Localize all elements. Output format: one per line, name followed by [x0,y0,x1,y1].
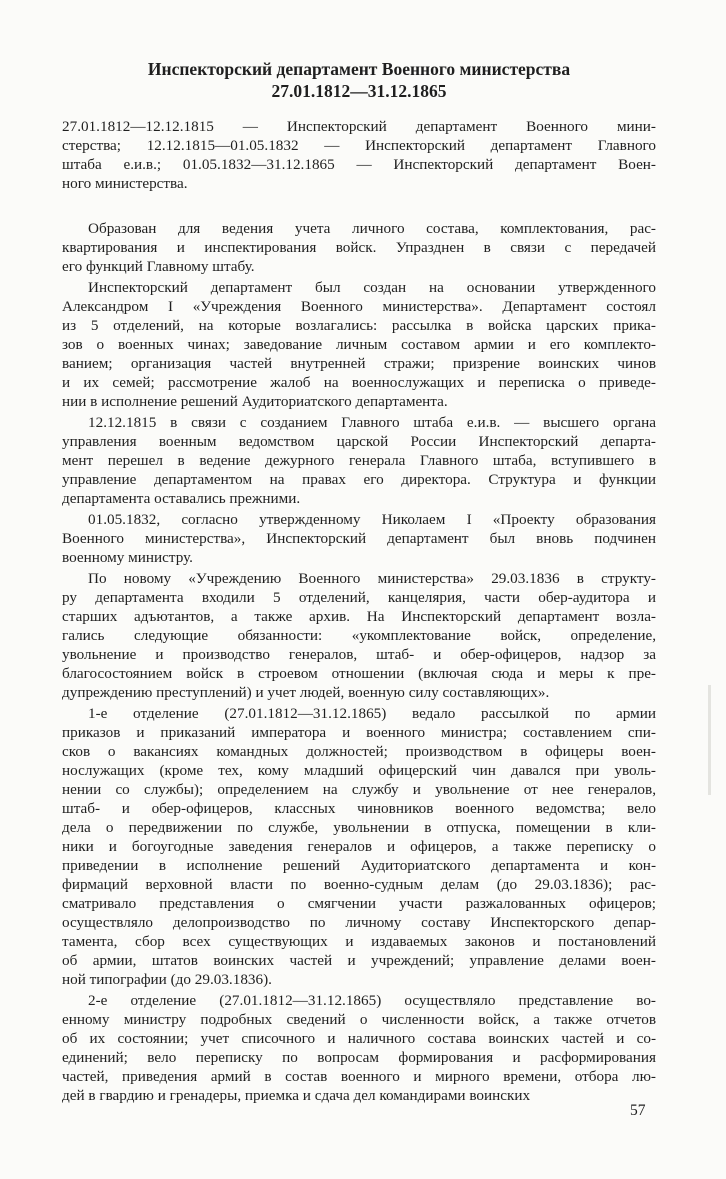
text-line: тамента, сбор всех существующих и издаваемых законов и постановлений [62,933,656,950]
text-line: приведении в исполнение решений Аудиториатского департамента и кон- [62,857,656,874]
text-line: департамента оставались прежними. [62,490,301,507]
page-number: 57 [630,1102,646,1119]
body-text [62,117,656,1105]
text-line: частей, приведения армий в состав военного и мирного времени, отбора лю- [62,1068,656,1085]
text-line: увольнение и производство генералов, штаб- и обер-офицеров, надзор за [62,646,656,663]
paragraph [62,117,656,193]
paragraph [62,704,656,989]
text-line: ники и богоугодные заведения генералов и офицеров, а также переписку о [62,838,656,855]
text-line: ного министерства. [62,175,188,192]
text-line: нослужащих (кроме тех, кому младший офицерский чин давался при уволь- [62,762,656,779]
title-line-2: 27.01.1812—31.12.1865 [271,81,447,101]
text-line: фирмаций верховной власти по военно-судным делам (до 29.03.1836); рас- [62,876,656,893]
text-line: военному министру. [62,549,193,566]
text-line: стерства; 12.12.1815—01.05.1832 — Инспекторский департамент Главного [62,137,656,154]
title-line-1: Инспекторский департамент Военного министерства [147,59,571,79]
text-line: управления военным ведомством царской России Инспекторский департа- [62,433,656,450]
text-line: зов о военных чинах; заведование личным составом армии и его комплекто- [62,336,656,353]
text-line: управление департаментом на правах его директора. Структура и функции [62,471,656,488]
document-title [62,58,656,102]
text-line: ру департамента входили 5 отделений, канцелярия, части обер-аудитора и [62,589,656,606]
text-line: осуществляло делопроизводство по личному составу Инспекторского депар- [62,914,656,931]
paragraph [62,569,656,702]
text-line: об их состоянии; учет списочного и наличного состава воинских частей и со- [62,1030,656,1047]
text-line: 2-е отделение (27.01.1812—31.12.1865) осуществляло представление во- [88,992,656,1009]
text-line: об армии, штатов воинских частей и учреждений; управление делами воен- [62,952,656,969]
text-line: его функций Главному штабу. [62,258,255,275]
text-line: дупреждению преступлений) и учет людей, военную силу составляющих». [62,684,550,701]
text-line: сков о вакансиях командных должностей; производством в офицеры воен- [62,743,656,760]
text-line: квартирования и инспектирования войск. Упразднен в связи с передачей [62,239,656,256]
text-line: 1-е отделение (27.01.1812—31.12.1865) ведало рассылкой по армии [88,705,656,722]
paragraph [62,991,656,1105]
text-line: гались следующие обязанности: «укомплектование войск, определение, [62,627,656,644]
text-line: нении со службы); определением на службу и увольнение от нее генералов, [62,781,656,798]
text-line: старших адъютантов, а также архив. На Инспекторский департамент возла- [62,608,656,625]
text-line: штаба е.и.в.; 01.05.1832—31.12.1865 — Инспекторский департамент Воен- [62,156,656,173]
paragraph [62,278,656,411]
text-line: из 5 отделений, на которые возлагались: рассылка в войска царских прика- [62,317,656,334]
paragraph [62,510,656,567]
margin-scan-mark [708,685,711,795]
text-line: ной типографии (до 29.03.1836). [62,971,272,988]
document-page [62,58,656,1105]
text-line: приказов и приказаний императора и военного министра; составлением спи- [62,724,656,741]
text-line: штаб- и обер-офицеров, классных чиновников военного ведомства; вело [62,800,656,817]
text-line: 01.05.1832, согласно утвержденному Николаем I «Проекту образования [88,511,656,528]
section-gap [62,193,656,219]
text-line: 12.12.1815 в связи с созданием Главного штаба е.и.в. — высшего органа [88,414,656,431]
text-line: По новому «Учреждению Военного министерства» 29.03.1836 в структу- [88,570,656,587]
text-line: Военного министерства», Инспекторский департамент был вновь подчинен [62,530,656,547]
text-line: Образован для ведения учета личного состава, комплектования, рас- [88,220,656,237]
text-line: Александром I «Учреждения Военного министерства». Департамент состоял [62,298,656,315]
text-line: Инспекторский департамент был создан на основании утвержденного [88,279,656,296]
paragraph [62,413,656,508]
text-line: нии в исполнение решений Аудиториатского департамента. [62,393,448,410]
text-line: 27.01.1812—12.12.1815 — Инспекторский департамент Военного мини- [62,118,656,135]
text-line: и их семей; рассмотрение жалоб на военнослужащих и переписка о приведе- [62,374,656,391]
text-line: ванием; организация частей внутренней стражи; призрение воинских чинов [62,355,656,372]
text-line: енному министру подробных сведений о численности войск, а также отчетов [62,1011,656,1028]
text-line: дела о передвижении по службе, увольнении в отпуска, помещении в кли- [62,819,656,836]
text-line: сматривало представления о смягчении участи разжалованных офицеров; [62,895,656,912]
text-line: единений; вело переписку по вопросам формирования и расформирования [62,1049,656,1066]
paragraph [62,219,656,276]
text-line: мент перешел в ведение дежурного генерала Главного штаба, вступившего в [62,452,656,469]
text-line: благосостоянием войск в строевом отношении (включая сюда и меры к пре- [62,665,656,682]
text-line: дей в гвардию и гренадеры, приемка и сдача дел командирами воинских [62,1087,531,1104]
